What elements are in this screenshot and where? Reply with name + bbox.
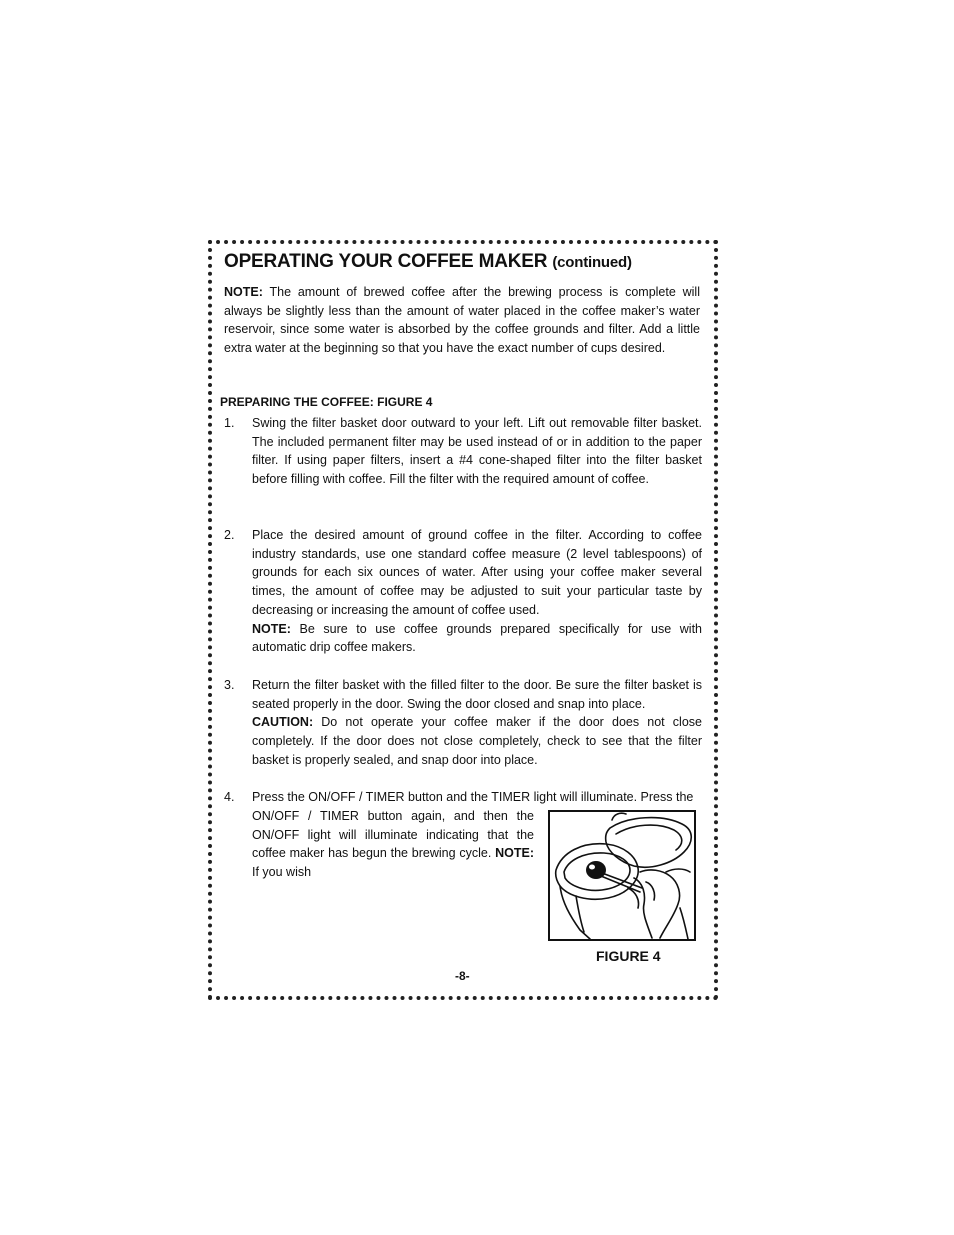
- step-3-text: Return the filter basket with the filled filter to the door. Be sure the filter basket is seated properly in the door. Swing the door closed and snap into place.: [252, 678, 702, 711]
- intro-note-label: NOTE:: [224, 285, 263, 299]
- step-4-continued: [252, 807, 534, 882]
- intro-note: [224, 283, 700, 358]
- section-title-text: OPERATING YOUR COFFEE MAKER: [224, 251, 548, 272]
- step-2-body: [252, 526, 702, 657]
- step-4-note-text: If you wish: [252, 865, 312, 880]
- step-2-text: Place the desired amount of ground coffee in the filter. According to coffee industry standards, use one standard coffee measure (2 level tablespoons) of grounds for each six ounces of water. After using your coffee maker several times, the amount of coffee may be adjusted to suit your particular taste by decreasing or increasing the amount of coffee used.: [252, 528, 702, 617]
- section-title-suffix: (continued): [552, 254, 632, 271]
- step-1-number: 1.: [224, 416, 235, 430]
- step-3-number: 3.: [224, 678, 235, 692]
- section-title: [224, 251, 632, 273]
- filter-basket-drawing: [550, 812, 694, 939]
- step-3-caution-label: CAUTION:: [252, 715, 314, 730]
- step-3-body: [252, 676, 702, 770]
- page-number: -8-: [455, 969, 470, 983]
- step-4-number: 4.: [224, 790, 235, 804]
- figure-4-illustration: [548, 810, 696, 941]
- step-1-text: Swing the filter basket door outward to your left. Lift out removable filter basket. The included permanent filter may be used instead of or in addition to the paper filter. If using paper filters, insert a #4 cone-shaped filter into the filter basket before filling with coffee. Fill the filter with the required amount of coffee.: [252, 416, 702, 487]
- step-4-text: ON/OFF / TIMER button again, and then the ON/OFF light will illuminate indicating that the coffee maker has begun the brewing cycle.: [252, 809, 534, 861]
- step-2-note-label: NOTE:: [252, 621, 291, 636]
- step-3-caution-text: Do not operate your coffee maker if the door does not close completely. If the door does not close completely, check to see that the filter basket is properly sealed, and snap door into place.: [252, 715, 702, 767]
- preparing-subheading: PREPARING THE COFFEE: FIGURE 4: [220, 395, 433, 409]
- step-2-note-text: Be sure to use coffee grounds prepared specifically for use with automatic drip coffee makers.: [252, 621, 702, 655]
- figure-caption: FIGURE 4: [596, 948, 661, 964]
- intro-note-text: The amount of brewed coffee after the brewing process is complete will always be slightly less than the amount of water placed in the coffee maker’s water reservoir, since some water is absorbed by the coffee grounds and filter. Add a little extra water at the beginning so that you have the exact number of cups desired.: [224, 285, 700, 356]
- step-4-line-1: Press the ON/OFF / TIMER button and the TIMER light will illuminate. Press the: [252, 790, 694, 804]
- step-4-note-label: NOTE:: [495, 846, 534, 861]
- step-2-number: 2.: [224, 528, 235, 542]
